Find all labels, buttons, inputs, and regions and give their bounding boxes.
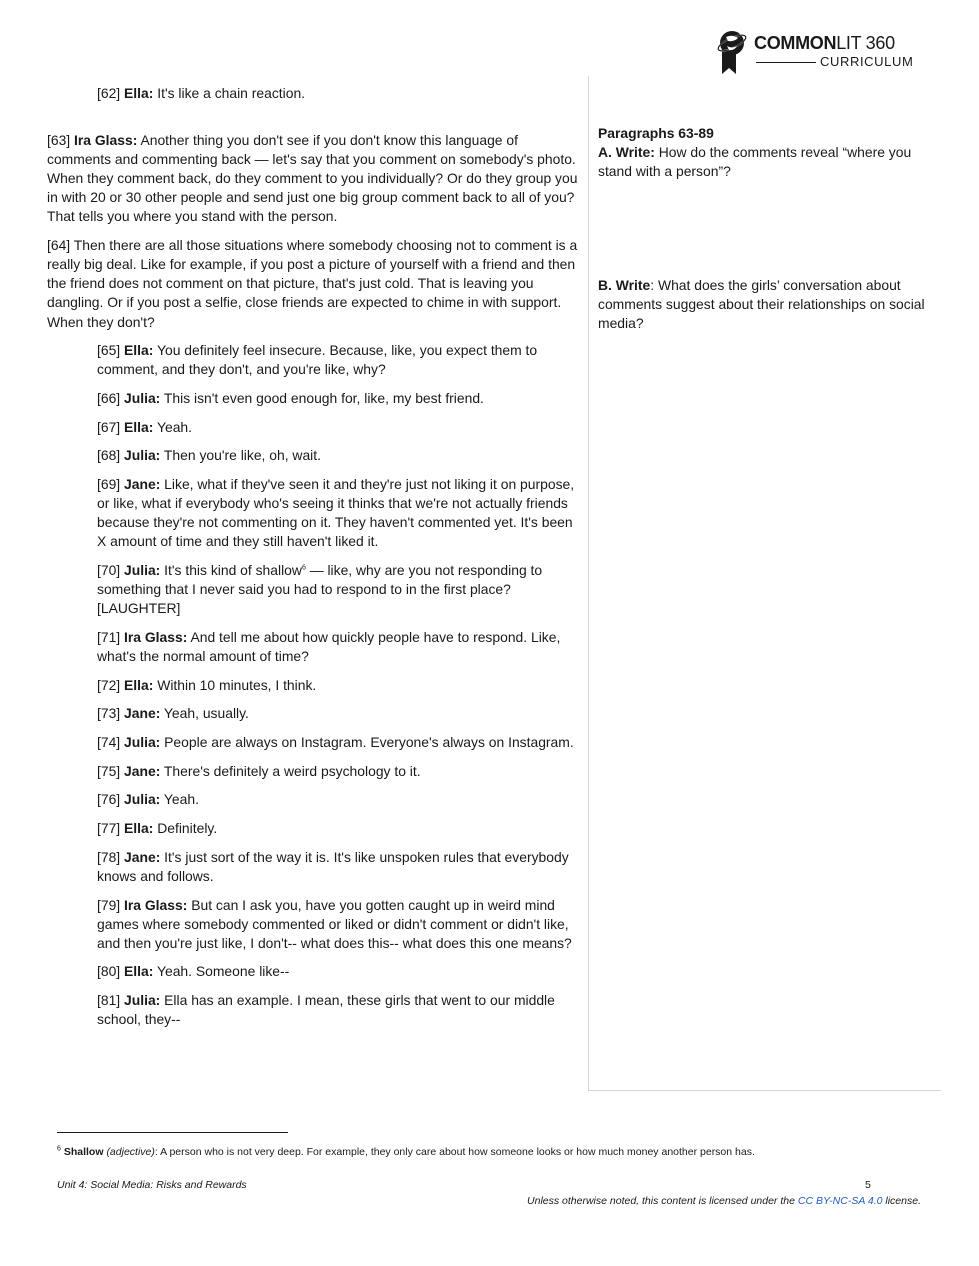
speaker-name: Julia:	[124, 447, 161, 464]
paragraph-number: [62]	[97, 85, 121, 101]
paragraph	[97, 704, 579, 723]
paragraph-number: [75]	[97, 762, 121, 779]
paragraph-text: Then you're like, oh, wait.	[160, 447, 321, 464]
paragraph	[97, 475, 579, 551]
license-prefix: Unless otherwise noted, this content is licensed under the	[527, 1195, 798, 1207]
paragraph-text: Then there are all those situations where somebody choosing not to comment is a really big deal. Like for example, if you post a picture of yourself with a friend and then the friend does not comment on that picture, that's just cold. That is leaving you dangling. Or if you post a selfie, close friends are expected to chime in with support. When they don't?	[47, 237, 578, 330]
speaker-name: Ella:	[124, 820, 154, 837]
paragraph	[97, 341, 579, 379]
footnote-definition: : A person who is not very deep. For example, they only care about how someone looks or how much money another person has.	[154, 1146, 755, 1158]
paragraph-number: [76]	[97, 791, 121, 808]
commonlit-logo	[714, 28, 924, 76]
paragraph-text: And tell me about how quickly people have to respond. Like, what's the normal amount of time?	[97, 628, 561, 664]
speaker-name: Ella:	[124, 418, 154, 435]
speaker-name: Julia:	[124, 791, 161, 808]
footnote-number: 6	[57, 1145, 61, 1153]
paragraph-text: But can I ask you, have you gotten caught up in weird mind games where somebody commented or liked or didn't comment or didn't like, and then you're just like, I don't-- what does this-- what does this one means?	[97, 896, 572, 951]
logo-subtitle: CURRICULUM	[820, 54, 914, 69]
speaker-name: Jane:	[124, 705, 161, 722]
paragraph-number: [74]	[97, 734, 121, 751]
footnote-divider	[57, 1132, 288, 1133]
footnote-part-of-speech: (adjective)	[106, 1146, 155, 1158]
paragraph-text: People are always on Instagram. Everyone's always on Instagram.	[160, 734, 574, 751]
paragraph	[97, 628, 579, 666]
footnote	[57, 1146, 755, 1158]
paragraph-text: Ella has an example. I mean, these girls that went to our middle school, they--	[97, 992, 555, 1028]
paragraph-number: [79]	[97, 896, 121, 913]
paragraph	[97, 561, 579, 618]
paragraph-number: [68]	[97, 447, 121, 464]
paragraph	[97, 389, 579, 408]
paragraph-number: [77]	[97, 820, 121, 837]
question-b-label: B. Write	[598, 277, 651, 294]
speaker-name: Julia:	[124, 562, 161, 579]
annotation-sidebar	[588, 76, 941, 1091]
paragraph-number: [67]	[97, 418, 121, 435]
question-b	[598, 276, 938, 333]
paragraph	[97, 896, 579, 953]
speaker-name: Julia:	[124, 390, 161, 406]
paragraph-text: There's definitely a weird psychology to it.	[160, 762, 421, 779]
page-number: 5	[865, 1179, 871, 1191]
paragraph-text: Another thing you don't see if you don't know this language of comments and commenting back — let's say that you comment on somebody's photo. When they comment back, do they comment to you individually? Or do they group you in with 20 or 30 other people and send just one big group comment back to all of you? That tells you where you stand with the person.	[47, 132, 578, 225]
license-suffix: license.	[882, 1195, 921, 1207]
speaker-name: Jane:	[124, 848, 161, 865]
paragraph-number: [81]	[97, 992, 121, 1009]
speaker-name: Julia:	[124, 734, 161, 751]
paragraph-number: [72]	[97, 676, 121, 693]
paragraph-text: Yeah.	[153, 418, 193, 435]
paragraph-number: [63]	[47, 132, 71, 149]
speaker-name: Julia:	[124, 992, 161, 1009]
paragraph-text: It's just sort of the way it is. It's like unspoken rules that everybody knows and follows.	[97, 848, 569, 884]
paragraph-text: Within 10 minutes, I think.	[153, 676, 317, 693]
footnote-term: Shallow	[63, 1146, 104, 1158]
sidebar-heading: Paragraphs 63-89	[598, 125, 714, 141]
paragraph-text: Definitely.	[153, 820, 218, 837]
speaker-name: Ella:	[124, 342, 154, 359]
paragraph	[97, 991, 579, 1029]
paragraph	[97, 790, 579, 809]
footnote-reference[interactable]: 6	[301, 564, 306, 572]
paragraph	[97, 84, 579, 103]
reading-passage	[47, 84, 579, 1039]
paragraph-text: It's like a chain reaction.	[153, 85, 306, 101]
speaker-name: Ella:	[124, 85, 154, 101]
speaker-name: Ella:	[124, 676, 154, 693]
question-b-text: : What does the girls’ conversation about comments suggest about their relationships on social media?	[598, 277, 925, 332]
paragraph-text: Yeah, usually.	[160, 705, 249, 722]
paragraph-number: [65]	[97, 342, 121, 359]
paragraph	[47, 131, 579, 226]
paragraph-text: Yeah. Someone like--	[153, 963, 290, 980]
paragraph	[97, 676, 579, 695]
logo-wordmark: COMMONLIT 360	[754, 33, 895, 53]
paragraph-number: [69]	[97, 476, 121, 493]
paragraph	[97, 733, 579, 752]
paragraph-text: Like, what if they've seen it and they're just not liking it on purpose, or like, what if everybody who's seeing it thinks that we're not actually friends because they're not commenting on it. They haven't commented yet. It's been X amount of time and they still haven't liked it.	[97, 476, 575, 550]
paragraph-number: [70]	[97, 562, 121, 579]
speaker-name: Jane:	[124, 762, 161, 779]
speaker-name: Ira Glass:	[74, 132, 138, 149]
unit-title: Unit 4: Social Media: Risks and Rewards	[57, 1179, 247, 1191]
paragraph	[97, 762, 579, 781]
speaker-name: Ella:	[124, 963, 154, 980]
speaker-name: Ira Glass:	[124, 628, 188, 645]
question-a	[598, 143, 938, 181]
license-notice	[527, 1195, 921, 1207]
paragraph	[97, 962, 579, 981]
paragraph-text: This isn't even good enough for, like, my best friend.	[160, 390, 484, 406]
paragraph-number: [66]	[97, 390, 121, 406]
paragraph-number: [80]	[97, 963, 121, 980]
paragraph-text: You definitely feel insecure. Because, like, you expect them to comment, and they don't, and you're like, why?	[97, 342, 538, 378]
paragraph	[47, 236, 579, 331]
question-a-label: A. Write:	[598, 144, 655, 161]
paragraph	[97, 848, 579, 886]
paragraph-number: [73]	[97, 705, 121, 722]
speaker-name: Ira Glass:	[124, 896, 188, 913]
paragraph-text: Yeah.	[160, 791, 199, 808]
paragraph-number: [71]	[97, 628, 121, 645]
paragraph-text: It's this kind of shallow	[160, 562, 302, 579]
paragraph-number: [78]	[97, 848, 121, 865]
paragraph-text: — like, why are you not responding to something that I never said you had to respond to in the first place? [LAUGHTER]	[97, 562, 543, 617]
paragraph-number: [64]	[47, 237, 71, 254]
license-link[interactable]: CC BY-NC-SA 4.0	[797, 1195, 883, 1207]
paragraph	[97, 819, 579, 838]
logo-rule	[756, 62, 816, 63]
globe-ribbon-icon	[714, 28, 750, 76]
paragraph	[97, 446, 579, 465]
speaker-name: Jane:	[124, 476, 161, 493]
paragraph	[97, 418, 579, 437]
question-a-text: How do the comments reveal “where you stand with a person”?	[598, 144, 912, 180]
